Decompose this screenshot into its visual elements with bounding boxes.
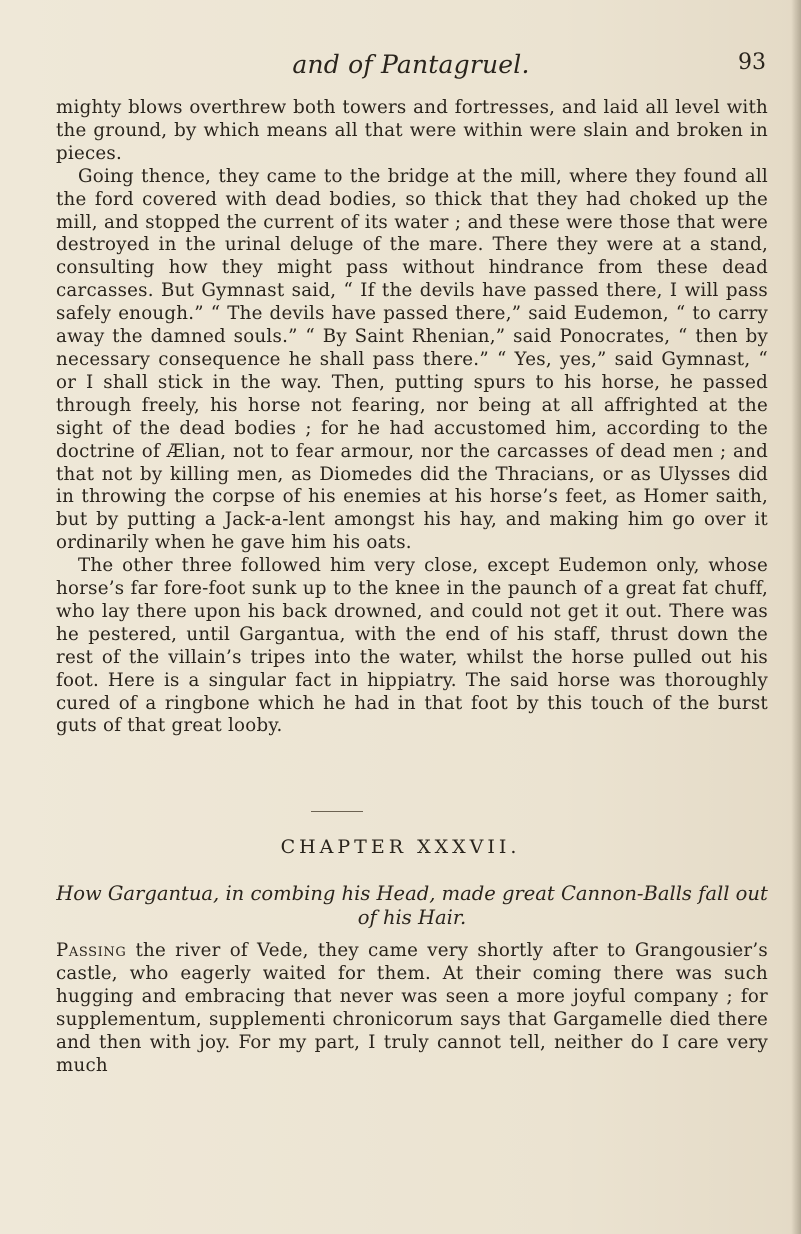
body-text-top <box>56 97 768 738</box>
section-divider <box>311 811 363 812</box>
chapter-subtitle: How Gargantua, in combing his Head, made great Cannon-Balls fall out of his Hair. <box>56 882 768 929</box>
page-number: 93 <box>738 50 766 75</box>
running-title: and of Pantagruel. <box>292 50 530 79</box>
page-header <box>56 50 766 84</box>
paragraph: The other three followed him very close, except Eudemon only, whose horse’s far fore-foot sunk up to the knee in the paunch of a great fat chuff, who lay there upon his back drowned, and could not get it out. There was he pestered, until Gargantua, with the end of his staff, thrust down the rest of the villain’s tripes into the water, whilst the horse pulled out his foot. Here is a singular fact in hippiatry. The said horse was thoroughly cured of a ringbone which he had in that foot by this touch of the burst guts of that great looby. <box>56 555 768 737</box>
paragraph: mighty blows overthrew both towers and fortresses, and laid all level with the ground, by which means all that were within were slain and broken in pieces. <box>56 97 768 164</box>
page-edge-shadow <box>791 0 801 1234</box>
paragraph-text: the river of Vede, they came very shortly after to Grangousier’s castle, who eagerly waited for them. At their coming there was such hugging and embracing that never was seen a more joyful company ; for supplementum, supplementi chronicorum says that Gargamelle died there and then with joy. For my part, I truly cannot tell, neither do I care very much <box>56 940 768 1076</box>
chapter-heading: CHAPTER XXXVII. <box>280 836 521 858</box>
paragraph: Going thence, they came to the bridge at the mill, where they found all the ford covered with dead bodies, so thick that they had choked up the mill, and stopped the current of its water ; and these were those that were destroyed in the urinal deluge of the mare. There they were at a stand, consulting how they might pass without hindrance from these dead carcasses. But Gymnast said, “ If the devils have passed there, I will pass safely enough.” “ The devils have passed there,” said Eudemon, “ to carry away the damned souls.” “ By Saint Rhenian,” said Ponocrates, “ then by necessary consequence he shall pass there.” “ Yes, yes,” said Gymnast, “ or I shall stick in the way. Then, putting spurs to his horse, he passed through freely, his horse not fearing, nor being at all affrighted at the sight of the dead bodies ; for he had accustomed him, according to the doctrine of Ælian, not to fear armour, nor the carcasses of dead men ; and that not by killing men, as Diomedes did the Thracians, or as Ulysses did in throwing the corpse of his enemies at his horse’s feet, as Homer saith, but by putting a Jack-a-lent amongst his hay, and making him go over it ordinarily when he gave him his oats. <box>56 165 768 554</box>
paragraph <box>56 940 768 1077</box>
lead-word: Passing <box>56 940 127 961</box>
body-text-bottom <box>56 940 768 1077</box>
